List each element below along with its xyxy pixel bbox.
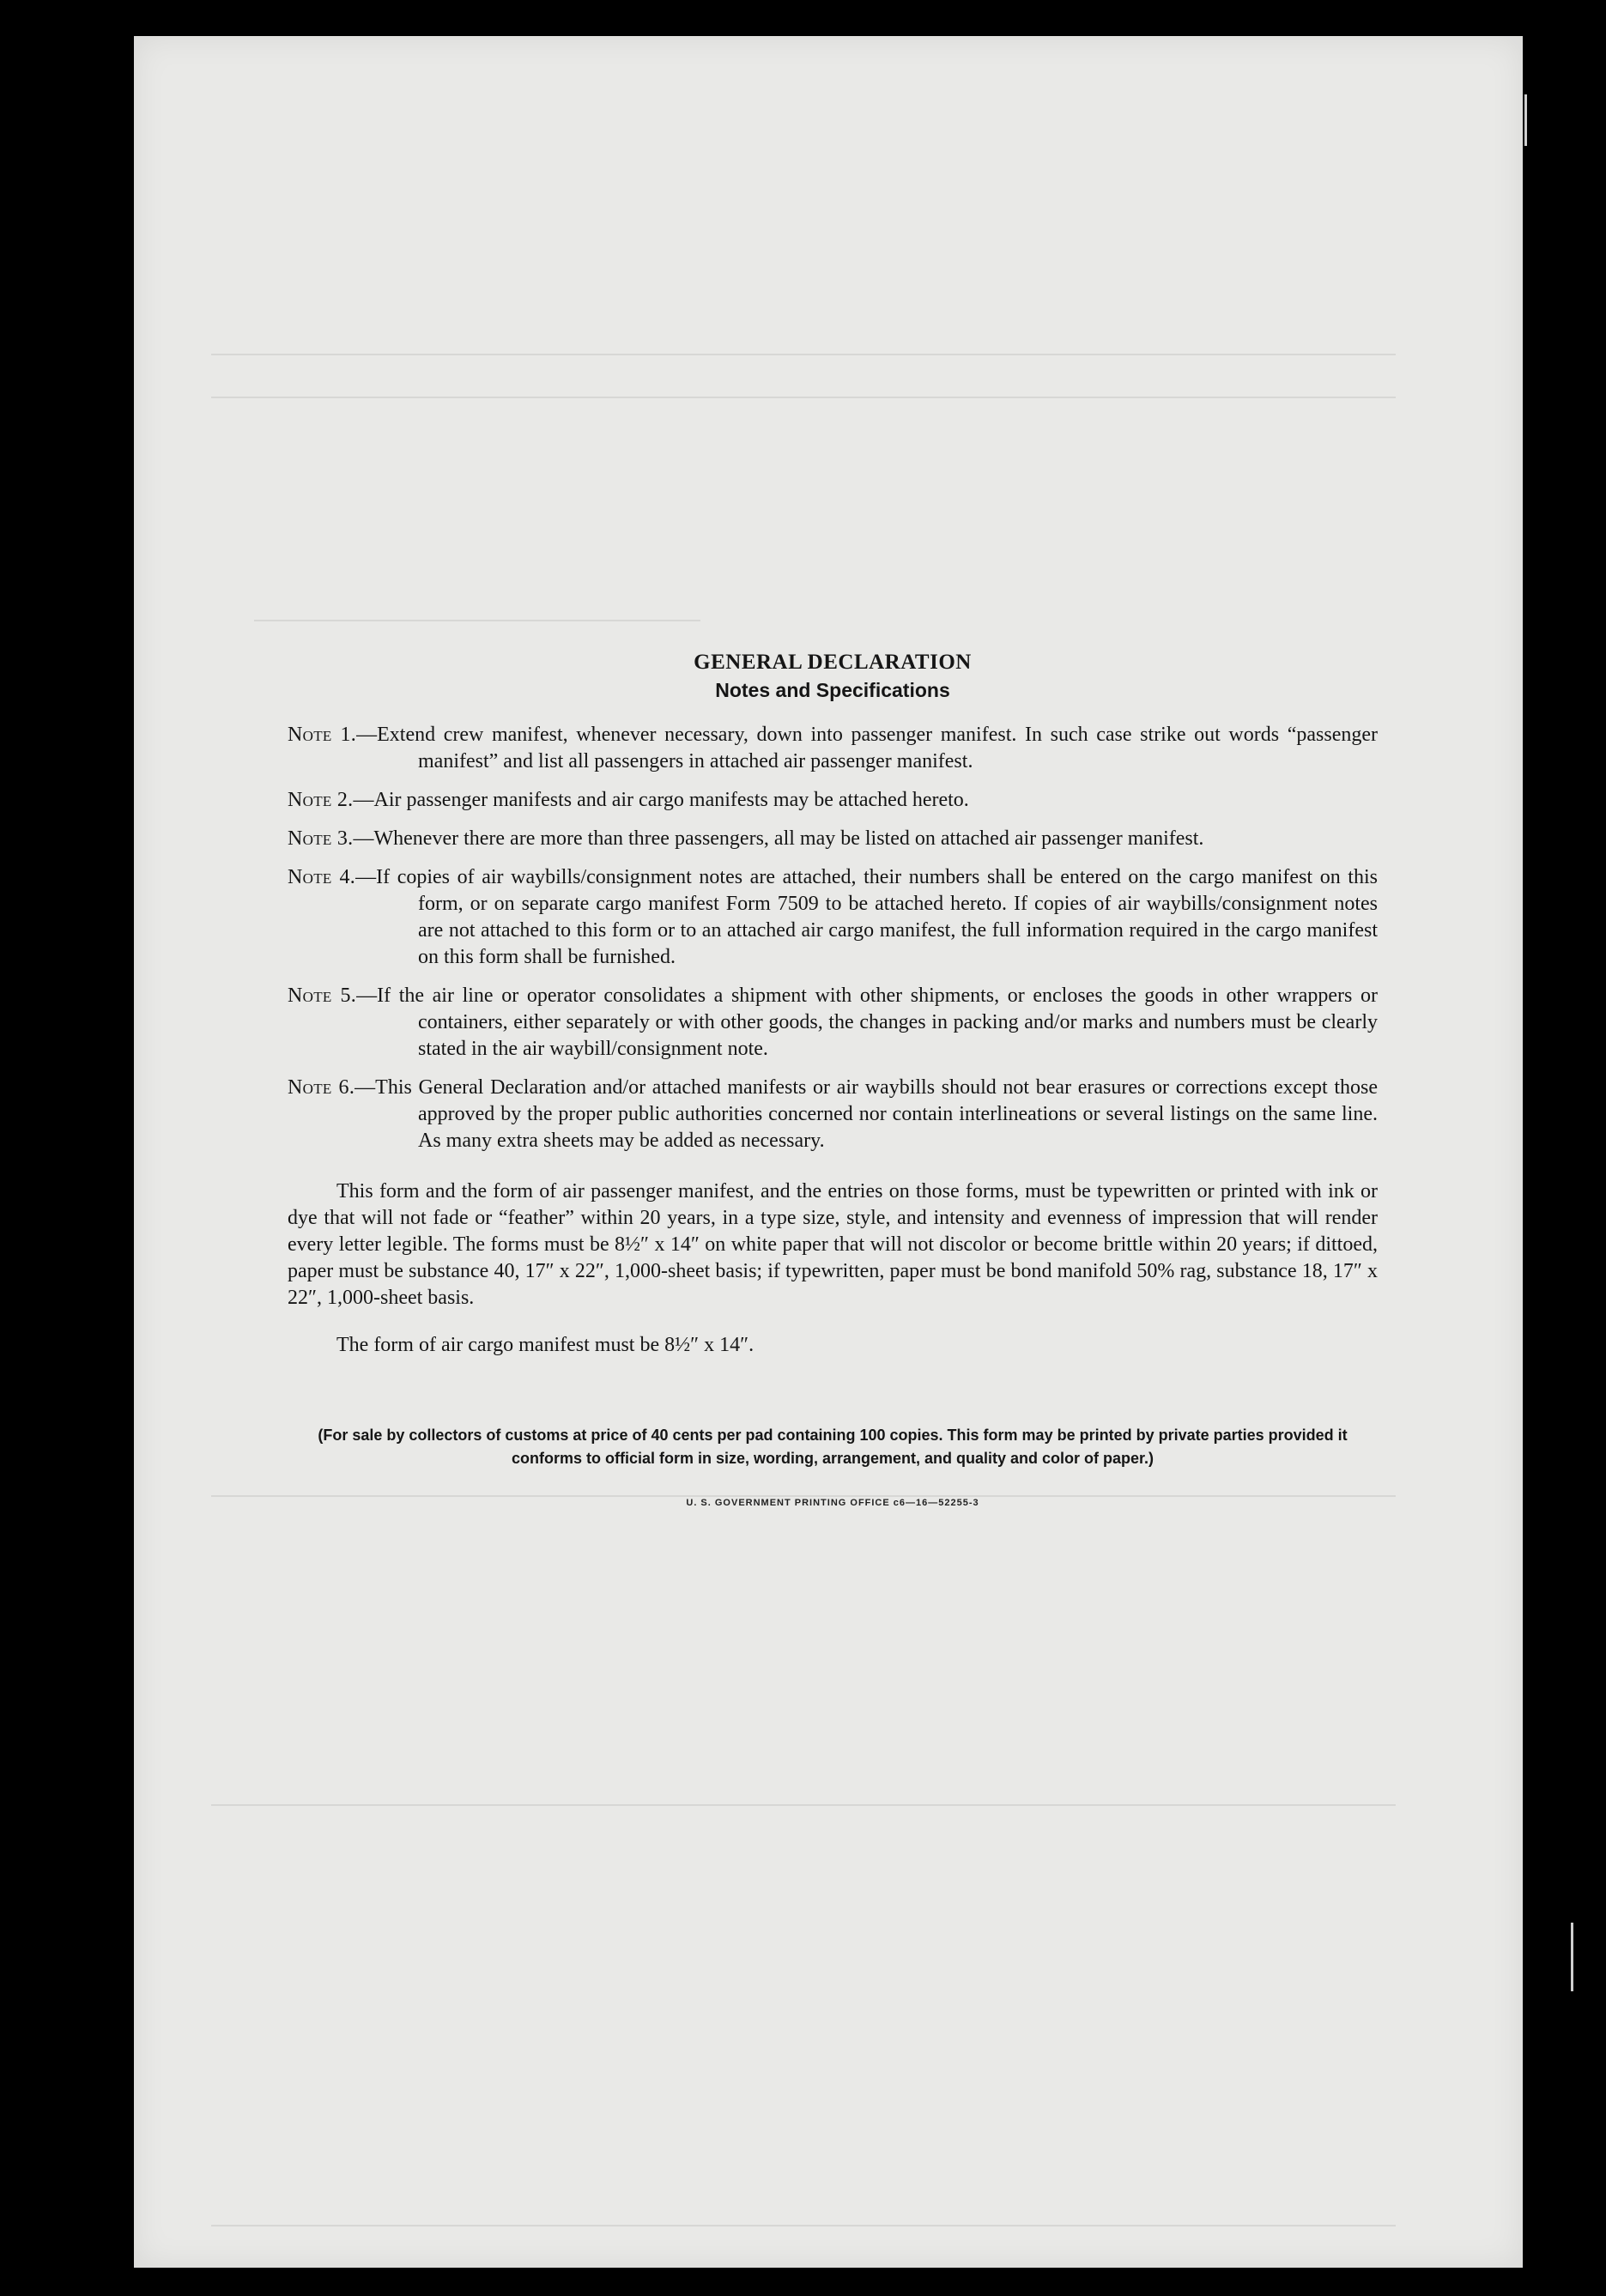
note-text: —Whenever there are more than three passengers, all may be listed on attached air passenger manifest. [353, 827, 1204, 850]
printer-imprint: U. S. GOVERNMENT PRINTING OFFICE c6—16—52255-3 [686, 1498, 979, 1508]
show-through-rule [211, 2225, 1396, 2226]
note-label: Note 5. [288, 984, 357, 1007]
cargo-manifest-size-paragraph: The form of air cargo manifest must be 8½″ x 14″. [336, 1334, 755, 1356]
note-label: Note 3. [288, 827, 354, 850]
note-text: —This General Declaration and/or attached manifests or air waybills should not bear erasures or corrections except those approved by the proper public authorities concerned nor contain interlineations or several listings on the same line. As many extra sheets may be added as necessary. [355, 1076, 1378, 1152]
show-through-rule [211, 397, 1396, 398]
specification-paragraph: This form and the form of air passenger manifest, and the entries on those forms, must be typewritten or printed with ink or dye that will not fade or “feather” within 20 years, in a type size, style, and intensity and evenness of impression that will render every letter legible. The forms must be 8½″ x 14″ on white paper that will not discolor or become brittle within 20 years; if dittoed, paper must be substance 40, 17″ x 22″, 1,000-sheet basis; if typewritten, paper must be bond manifold 50% rag, substance 18, 17″ x 22″, 1,000-sheet basis. [288, 1180, 1378, 1309]
note-1 [288, 722, 1378, 775]
document-subheading: Notes and Specifications [715, 679, 950, 701]
show-through-rule [211, 354, 1396, 355]
note-text: —If the air line or operator consolidates a shipment with other shipments, or encloses the goods in other wrappers or containers, either separately or with other goods, the changes in packing and/or marks and numbers must be clearly stated in the air waybill/consignment note. [356, 984, 1378, 1060]
note-text: —Extend crew manifest, whenever necessary, down into passenger manifest. In such case strike out words “passenger manifest” and list all passengers in attached air passenger manifest. [356, 724, 1378, 772]
note-3 [288, 826, 1378, 852]
document-page [134, 36, 1523, 2268]
document-body [288, 650, 1378, 1508]
note-5 [288, 983, 1378, 1063]
note-label: Note 2. [288, 789, 354, 811]
document-heading: GENERAL DECLARATION [694, 651, 972, 674]
note-label: Note 6. [288, 1076, 355, 1099]
right-edge-mark-lower [1571, 1923, 1573, 1991]
note-2 [288, 787, 1378, 814]
note-text: —Air passenger manifests and air cargo manifests may be attached hereto. [353, 789, 969, 811]
note-label: Note 4. [288, 866, 356, 888]
show-through-rule [254, 620, 700, 621]
sale-note: (For sale by collectors of customs at price of 40 cents per pad containing 100 copies. This form may be printed by private parties provided it conforms to official form in size, wording, arrangement, and quality and color of paper.) [318, 1427, 1348, 1467]
note-label: Note 1. [288, 724, 357, 746]
right-edge-mark [1524, 94, 1527, 146]
note-4 [288, 864, 1378, 971]
note-6 [288, 1075, 1378, 1154]
show-through-rule [211, 1804, 1396, 1806]
note-text: —If copies of air waybills/consignment notes are attached, their numbers shall be entered on the cargo manifest on this form, or on separate cargo manifest Form 7509 to be attached hereto. If copies of air waybills/consignment notes are not attached to this form or to an attached air cargo manifest, the full information required in the cargo manifest on this form shall be furnished. [355, 866, 1378, 968]
